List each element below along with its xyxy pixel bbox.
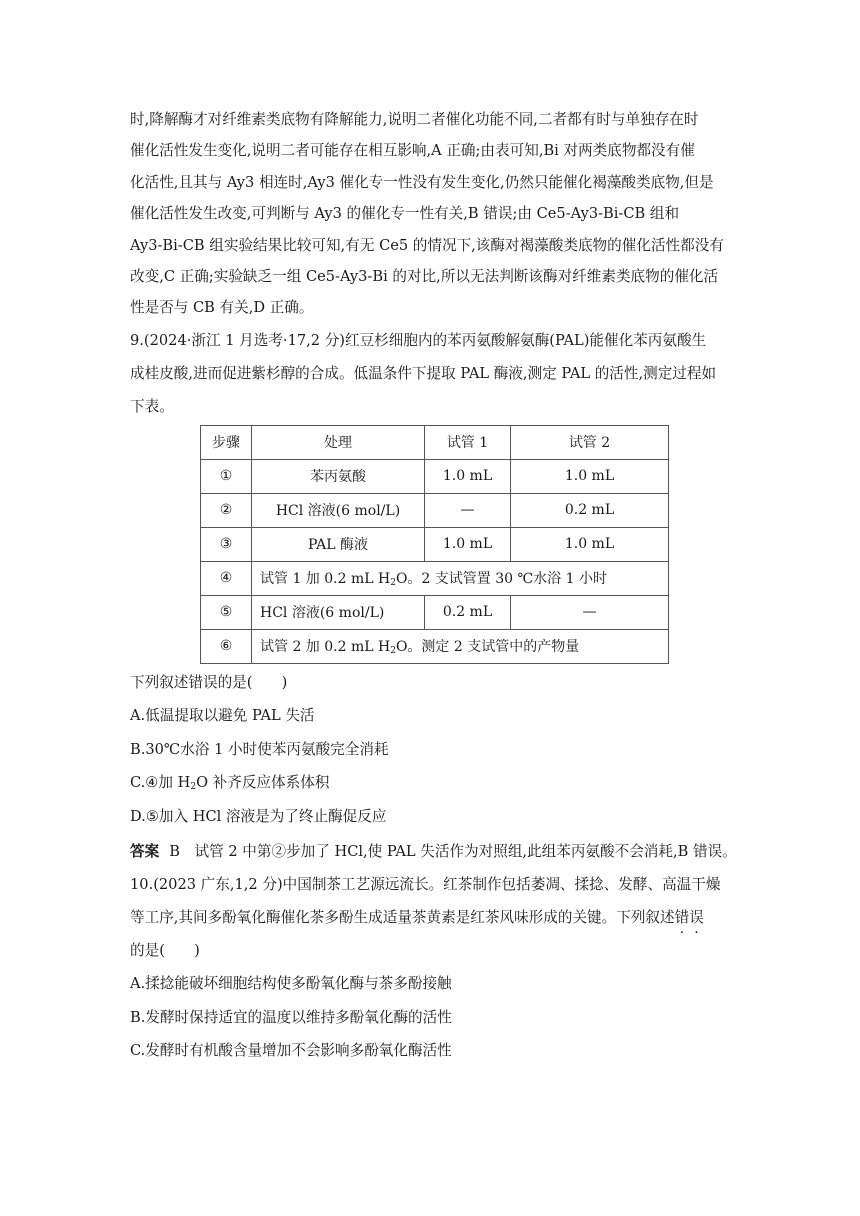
option-b: B.发酵时保持适宜的温度以维持多酚氧化酶的活性 bbox=[130, 1008, 452, 1026]
table-cell: HCl 溶液(6 mol/L) bbox=[252, 595, 425, 629]
text-line: 催化活性发生改变,可判断与 Ay3 的催化专一性有关,B 错误;由 Ce5-Ay3-Bi-CB 组和 bbox=[130, 205, 680, 223]
table-row bbox=[201, 459, 669, 493]
table-row bbox=[201, 561, 669, 595]
table-header-cell: 试管 2 bbox=[511, 425, 669, 459]
table-cell: 0.2 mL bbox=[511, 493, 669, 527]
answer-text: B 试管 2 中第②步加了 HCl,使 PAL 失活作为对照组,此组苯丙氨酸不会消耗,B 错误。 bbox=[169, 843, 737, 861]
cell-text: O。测定 2 支试管中的产物量 bbox=[395, 639, 580, 656]
table-cell: 苯丙氨酸 bbox=[252, 459, 425, 493]
table-merged-cell bbox=[252, 629, 669, 663]
table-row bbox=[201, 629, 669, 663]
option-a: A.揉捻能破坏细胞结构使多酚氧化酶与茶多酚接触 bbox=[130, 975, 452, 993]
table-cell: ② bbox=[201, 493, 252, 527]
table-cell: 1.0 mL bbox=[425, 459, 511, 493]
text-line: 改变,C 正确;实验缺乏一组 Ce5-Ay3-Bi 的对比,所以无法判断该酶对纤维素类底物的催化活 bbox=[130, 268, 719, 286]
emphasis-char: 误 bbox=[689, 909, 704, 927]
table-cell: ④ bbox=[201, 561, 252, 595]
table-cell: — bbox=[511, 595, 669, 629]
option-c: C.发酵时有机酸含量增加不会影响多酚氧化酶活性 bbox=[130, 1042, 452, 1060]
procedure-table bbox=[200, 425, 669, 664]
question-9 bbox=[130, 324, 735, 869]
table-cell: HCl 溶液(6 mol/L) bbox=[252, 493, 425, 527]
subscript: 2 bbox=[190, 782, 197, 793]
table-cell: — bbox=[425, 493, 511, 527]
table-cell: 1.0 mL bbox=[511, 527, 669, 561]
table-cell: ⑥ bbox=[201, 629, 252, 663]
table-cell: PAL 酶液 bbox=[252, 527, 425, 561]
question-stem-line: 下表。 bbox=[130, 397, 174, 415]
table-merged-cell bbox=[252, 561, 669, 595]
option-text: O 补齐反应体系体积 bbox=[196, 774, 330, 792]
page-content bbox=[130, 104, 735, 1068]
cell-text: 试管 1 加 0.2 mL H bbox=[260, 571, 391, 588]
stem-text: 等工序,其间多酚氧化酶催化茶多酚生成适量茶黄素是红茶风味形成的关键。下列叙述 bbox=[130, 909, 675, 927]
text-line: 化活性,且其与 Ay3 相连时,Ay3 催化专一性没有发生变化,仍然只能催化褐藻酸类底物,但是 bbox=[130, 173, 714, 191]
table-row bbox=[201, 527, 669, 561]
option-a: A.低温提取以避免 PAL 失活 bbox=[130, 707, 315, 725]
table-row bbox=[201, 595, 669, 629]
table-cell: 1.0 mL bbox=[511, 459, 669, 493]
explanation-block bbox=[130, 104, 735, 324]
table-cell: ⑤ bbox=[201, 595, 252, 629]
option-text: C.④加 H bbox=[130, 774, 191, 792]
question-stem-line: 的是( ) bbox=[130, 942, 200, 960]
table-cell: 1.0 mL bbox=[425, 527, 511, 561]
option-b: B.30℃水浴 1 小时使苯丙氨酸完全消耗 bbox=[130, 740, 389, 758]
answer-line bbox=[130, 835, 735, 868]
table-row bbox=[201, 493, 669, 527]
question-stem-line: 成桂皮酸,进而促进紫杉醇的合成。低温条件下提取 PAL 酶液,测定 PAL 的活性,测定过程如 bbox=[130, 364, 717, 382]
table-cell: ① bbox=[201, 459, 252, 493]
text-line: 催化活性发生变化,说明二者可能存在相互影响,A 正确;由表可知,Bi 对两类底物都没有催 bbox=[130, 142, 695, 160]
subscript: 2 bbox=[390, 578, 396, 589]
text-line: Ay3-Bi-CB 组实验结果比较可知,有无 Ce5 的情况下,该酶对褐藻酸类底物的催化活性都没有 bbox=[130, 236, 724, 254]
table-header-cell: 步骤 bbox=[201, 425, 252, 459]
question-stem-line: 9.(2024·浙江 1 月选考·17,2 分)红豆杉细胞内的苯丙氨酸解氨酶(PAL)能催化苯丙氨酸生 bbox=[130, 331, 707, 349]
table-header-cell: 试管 1 bbox=[425, 425, 511, 459]
question-10 bbox=[130, 868, 735, 1068]
table-header-cell: 处理 bbox=[252, 425, 425, 459]
table-cell: 0.2 mL bbox=[425, 595, 511, 629]
table-cell: ③ bbox=[201, 527, 252, 561]
cell-text: 试管 2 加 0.2 mL H bbox=[260, 639, 391, 656]
emphasis-char: 错 bbox=[674, 909, 690, 927]
question-stem-line bbox=[130, 901, 735, 934]
table-header-row bbox=[201, 425, 669, 459]
answer-label: 答案 bbox=[130, 843, 160, 861]
question-prompt: 下列叙述错误的是( ) bbox=[130, 673, 288, 691]
option-c bbox=[130, 766, 735, 800]
text-line: 时,降解酶才对纤维素类底物有降解能力,说明二者催化功能不同,二者都有时与单独存在时 bbox=[130, 111, 699, 128]
cell-text: O。2 支试管置 30 ℃水浴 1 小时 bbox=[395, 571, 607, 588]
option-d: D.⑤加入 HCl 溶液是为了终止酶促反应 bbox=[130, 807, 387, 825]
question-stem-line: 10.(2023 广东,1,2 分)中国制茶工艺源远流长。红茶制作包括萎凋、揉捻、发酵、高温干燥 bbox=[130, 876, 721, 894]
subscript: 2 bbox=[390, 646, 396, 657]
text-line: 性是否与 CB 有关,D 正确。 bbox=[130, 299, 314, 317]
